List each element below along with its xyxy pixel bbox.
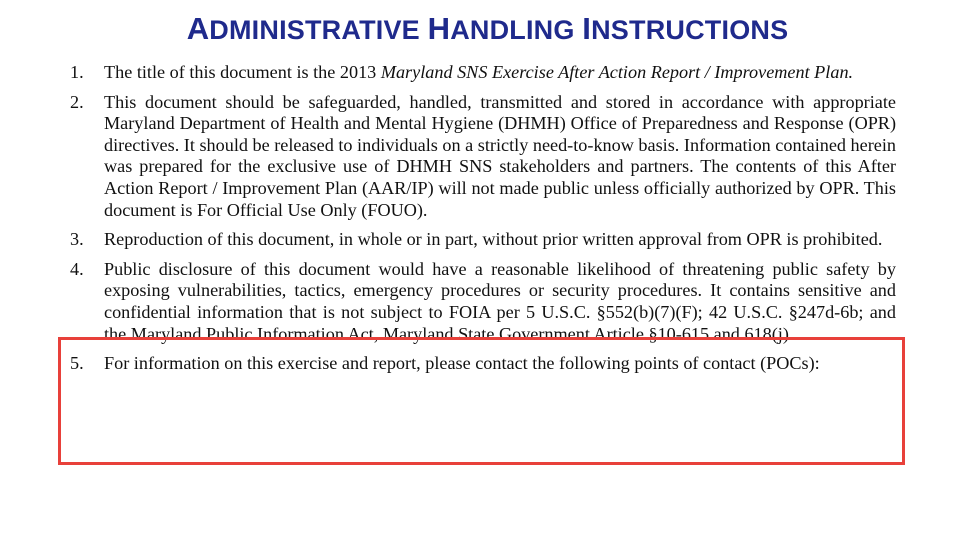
list-item-text: This document should be safeguarded, handled, transmitted and stored in accordance with appropriate Maryland Department of Health and Mental Hygiene (DHMH) Office of Preparedness and Response (OPR) directives. It should be released to individuals on a strictly need-to-know basis. Information contained herein was prepared for the exclusive use of DHMH SNS stakeholders and partners. The contents of this After Action Report / Improvement Plan (AAR/IP) will not made public unless officially authorized by OPR. This document is For Official Use Only (FOUO). bbox=[104, 91, 896, 220]
list-item-text: Reproduction of this document, in whole or in part, without prior written approval from OPR is prohibited. bbox=[104, 229, 883, 250]
document-title-italic: Maryland SNS Exercise After Action Report / Improvement Plan. bbox=[380, 62, 854, 82]
title-word-2: HANDLING bbox=[427, 11, 575, 46]
list-item-1 bbox=[70, 62, 896, 84]
list-item-number: 1. bbox=[70, 62, 84, 82]
list-item-number: 4. bbox=[70, 258, 84, 279]
document-title bbox=[0, 12, 975, 47]
highlight-box bbox=[58, 337, 905, 465]
list-item-text: Public disclosure of this document would have a reasonable likelihood of threatening public safety by exposing vulnerabilities, tactics, emergency procedures or security procedures. It contains sensitive and confidential information that is not subject to FOIA per 5 U.S.C. §552(b)(7)(F); 42 U.S.C. §247d-6b; and the Maryland Public Information Act, Maryland State Government Article §10-615 and 618(j). bbox=[104, 258, 896, 344]
list-item-number: 3. bbox=[70, 229, 84, 250]
title-word-3: INSTRUCTIONS bbox=[582, 11, 789, 46]
list-item-number: 5. bbox=[70, 353, 84, 374]
instructions-list bbox=[70, 62, 896, 383]
list-item-3 bbox=[70, 229, 896, 251]
list-item-number: 2. bbox=[70, 91, 84, 112]
list-item-4 bbox=[70, 259, 896, 345]
title-word-1: ADMINISTRATIVE bbox=[186, 11, 420, 46]
list-item-text: For information on this exercise and report, please contact the following points of contact (POCs): bbox=[104, 353, 820, 374]
list-item-text: The title of this document is the 2013 Maryland SNS Exercise After Action Report / Improvement Plan. bbox=[104, 62, 854, 82]
list-item-2 bbox=[70, 92, 896, 222]
